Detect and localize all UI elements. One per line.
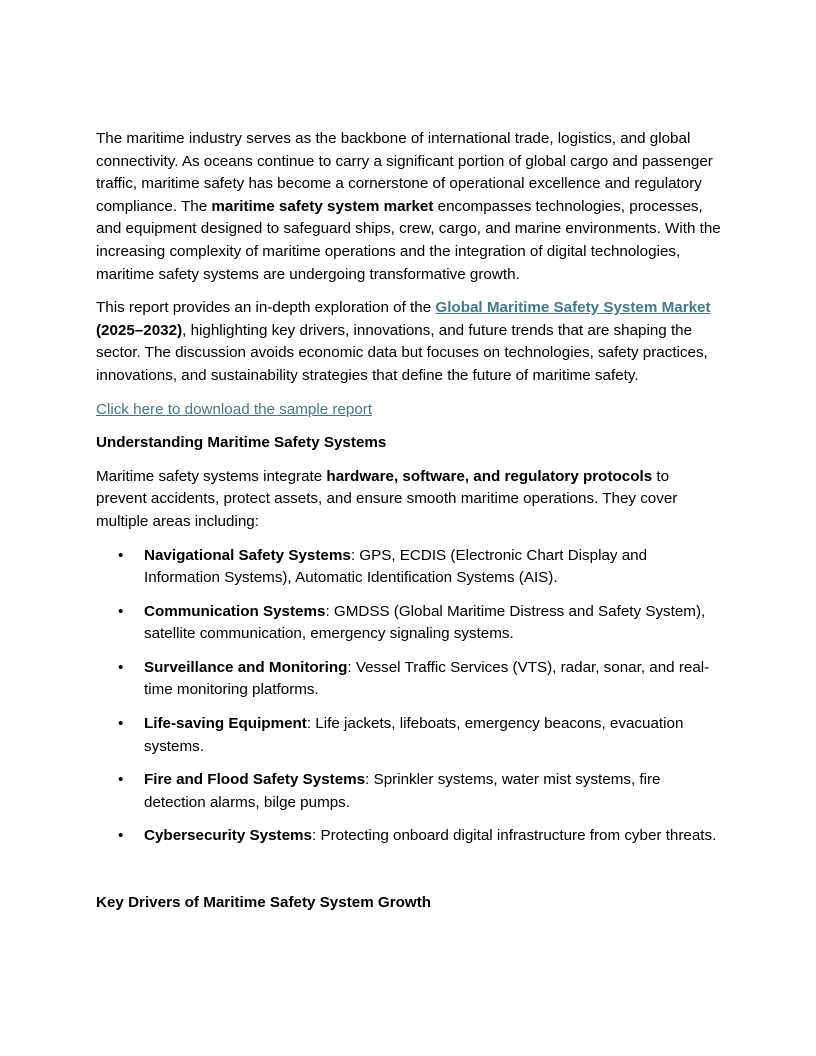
list-item-title: Fire and Flood Safety Systems [144, 771, 366, 789]
bullet-icon: • [118, 546, 124, 564]
intro-paragraph-2 [96, 297, 721, 387]
section-heading-key-drivers: Key Drivers of Maritime Safety System Growth [96, 894, 432, 912]
section-spacer [96, 859, 721, 892]
list-item-title: Cybersecurity Systems [144, 827, 312, 845]
list-item-title: Surveillance and Monitoring [144, 658, 348, 676]
list-item-title: Life-saving Equipment [144, 715, 307, 733]
intro-p2-text-a: This report provides an in-depth exploration of the [96, 299, 436, 317]
intro-p2-text-b: , highlighting key drivers, innovations, and future trends that are shaping the sector. The discussion avoids economic data but focuses on technologies, safety practices, innovations, and sustainability strategies that define the future of maritime safety. [96, 321, 708, 384]
list-item-desc: : Life jackets, lifeboats, emergency beacons, evacuation systems. [144, 715, 684, 755]
section1-text-a: Maritime safety systems integrate [96, 467, 327, 485]
list-item [96, 825, 721, 848]
list-item-desc: : Sprinkler systems, water mist systems, fire detection alarms, bilge pumps. [144, 771, 661, 811]
section1-paragraph [96, 466, 721, 534]
section1-bold: hardware, software, and regulatory protocols [326, 467, 653, 485]
download-sample-link[interactable]: Click here to download the sample report [96, 400, 373, 418]
list-item [96, 769, 721, 814]
list-item-desc: : GPS, ECDIS (Electronic Chart Display and Information Systems), Automatic Identification Systems (AIS). [144, 546, 648, 587]
list-item-title: Communication Systems [144, 602, 326, 620]
intro-p1-text-a: The maritime industry serves as the backbone of international trade, logistics, and global connectivity. As oceans continue to carry a significant portion of global cargo and passenger traffic, maritime safety has become a cornerstone of operational excellence and regulatory compliance. The [96, 130, 713, 215]
intro-p1-text-b: encompasses technologies, processes, and equipment designed to safeguard ships, crew, cargo, and marine environments. With the increasing complexity of maritime operations and the integration of digital technologies, maritime safety systems are undergoing transformative growth. [96, 197, 721, 283]
bullet-icon: • [118, 658, 124, 676]
bullet-icon: • [118, 715, 124, 733]
intro-p1-bold: maritime safety system market [211, 197, 434, 215]
list-item-desc: : Protecting onboard digital infrastructure from cyber threats. [312, 827, 717, 845]
section1-text-b: to prevent accidents, protect assets, and ensure smooth maritime operations. They cover multiple areas including: [96, 467, 678, 530]
bullet-icon: • [118, 827, 124, 845]
document-page [96, 128, 721, 926]
bullet-icon: • [118, 602, 124, 620]
list-item-desc: : GMDSS (Global Maritime Distress and Safety System), satellite communication, emergency signaling systems. [144, 602, 706, 643]
intro-paragraph-1 [96, 128, 721, 286]
list-item [96, 657, 721, 702]
list-item-desc: : Vessel Traffic Services (VTS), radar, sonar, and real-time monitoring platforms. [144, 658, 710, 699]
list-item [96, 545, 721, 590]
list-item-title: Navigational Safety Systems [144, 546, 351, 564]
bullet-icon: • [118, 771, 124, 789]
download-paragraph [96, 399, 721, 422]
safety-systems-list [96, 545, 721, 849]
section-heading-understanding: Understanding Maritime Safety Systems [96, 434, 387, 452]
global-market-link[interactable]: Global Maritime Safety System Market [435, 299, 711, 317]
intro-p2-years: (2025–2032) [96, 321, 183, 339]
list-item [96, 601, 721, 646]
list-item [96, 713, 721, 758]
